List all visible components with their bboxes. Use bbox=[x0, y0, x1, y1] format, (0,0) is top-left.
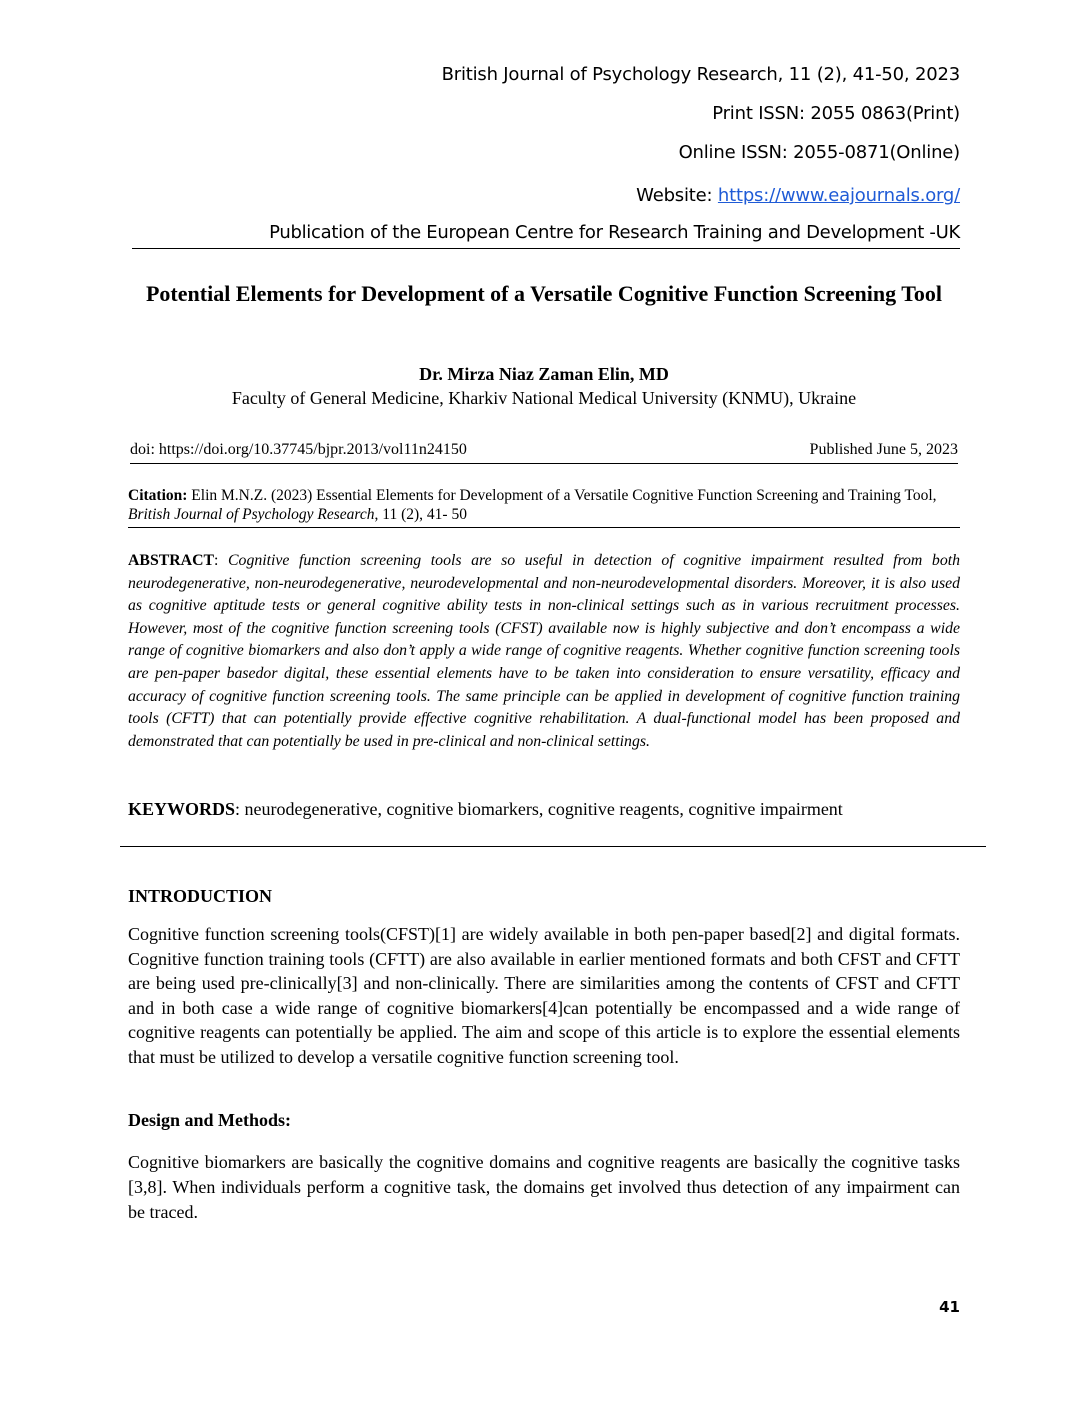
citation-block bbox=[128, 486, 960, 528]
website-label: Website: bbox=[636, 185, 718, 206]
keywords-label: KEYWORDS bbox=[128, 799, 236, 819]
design-methods-heading: Design and Methods: bbox=[128, 1110, 292, 1130]
abstract-separator: : bbox=[214, 552, 229, 569]
online-issn: Online ISSN: 2055-0871(Online) bbox=[678, 142, 960, 163]
introduction-paragraph: Cognitive function screening tools(CFST)[1] are widely available in both pen-paper based[2] and digital formats. Cognitive function training tools (CFTT) are also available in earlier mentioned formats and both CFST and CFTT are being used pre-clinically[3] and non-clinically. There are similarities among the contents of CFST and CFTT and in both case a wide range of cognitive biomarkers[4]can potentially be encompassed and a wide range of cognitive reagents can potentially be applied. The aim and scope of this article is to explore the essential elements that must be utilized to develop a versatile cognitive function screening tool. bbox=[128, 924, 960, 1067]
author-affiliation: Faculty of General Medicine, Kharkiv National Medical University (KNMU), Ukraine bbox=[231, 388, 857, 408]
publisher-line: Publication of the European Centre for Research Training and Development -UK bbox=[132, 222, 960, 249]
introduction-heading: INTRODUCTION bbox=[128, 886, 273, 906]
keywords-divider bbox=[120, 846, 986, 847]
keywords-text: : neurodegenerative, cognitive biomarkers, cognitive reagents, cognitive impairment bbox=[235, 799, 843, 819]
doi-row bbox=[130, 441, 958, 464]
page-number: 41 bbox=[939, 1298, 960, 1316]
abstract-body: Cognitive function screening tools are so useful in detection of cognitive impairment resulted from both neurodegenerative, non-neurodegenerative, neurodevelopmental and non-neurodevelopmental disorders. Moreover, it is also used as cognitive aptitude tests or general cognitive ability tests in non-clinical settings such as in various recruitment processes. However, most of the cognitive function screening tools (CFST) available now is highly subjective and don’t encompass a wide range of cognitive biomarkers and also don’t apply a wide range of cognitive reagents. Whether cognitive function screening tools are pen-paper basedor digital, these essential elements have to be taken into consideration to ensure versatility, efficacy and accuracy of cognitive function screening tools. The same principle can be applied in development of cognitive function training tools (CFTT) that can potentially provide effective cognitive rehabilitation. A dual-functional model has been proposed and demonstrated that can potentially be used in pre-clinical and non-clinical settings. bbox=[128, 552, 961, 750]
citation-label: Citation: bbox=[128, 487, 188, 504]
website-line bbox=[636, 185, 960, 206]
doi-link[interactable]: doi: https://doi.org/10.37745/bjpr.2013/vol11n24150 bbox=[130, 441, 467, 458]
abstract-block bbox=[128, 550, 960, 753]
abstract-label: ABSTRACT bbox=[128, 552, 215, 569]
print-issn: Print ISSN: 2055 0863(Print) bbox=[712, 103, 960, 124]
citation-text: Elin M.N.Z. (2023) Essential Elements for Development of a Versatile Cognitive Function Screening and Training Tool, bbox=[187, 487, 937, 504]
citation-volume: , 11 (2), 41- 50 bbox=[374, 506, 467, 523]
published-date: Published June 5, 2023 bbox=[809, 441, 958, 458]
keywords-block bbox=[128, 797, 960, 821]
citation-journal: British Journal of Psychology Research bbox=[128, 506, 375, 523]
website-link[interactable]: https://www.eajournals.org/ bbox=[717, 185, 960, 206]
author-name: Dr. Mirza Niaz Zaman Elin, MD bbox=[419, 364, 669, 384]
article-title: Potential Elements for Development of a Versatile Cognitive Function Screening Tool bbox=[145, 281, 943, 306]
journal-citation-header: British Journal of Psychology Research, 11 (2), 41-50, 2023 bbox=[441, 64, 960, 85]
design-methods-paragraph: Cognitive biomarkers are basically the cognitive domains and cognitive reagents are basically the cognitive tasks [3,8]. When individuals perform a cognitive task, the domains get involved thus detection of any impairment can be traced. bbox=[128, 1152, 960, 1222]
